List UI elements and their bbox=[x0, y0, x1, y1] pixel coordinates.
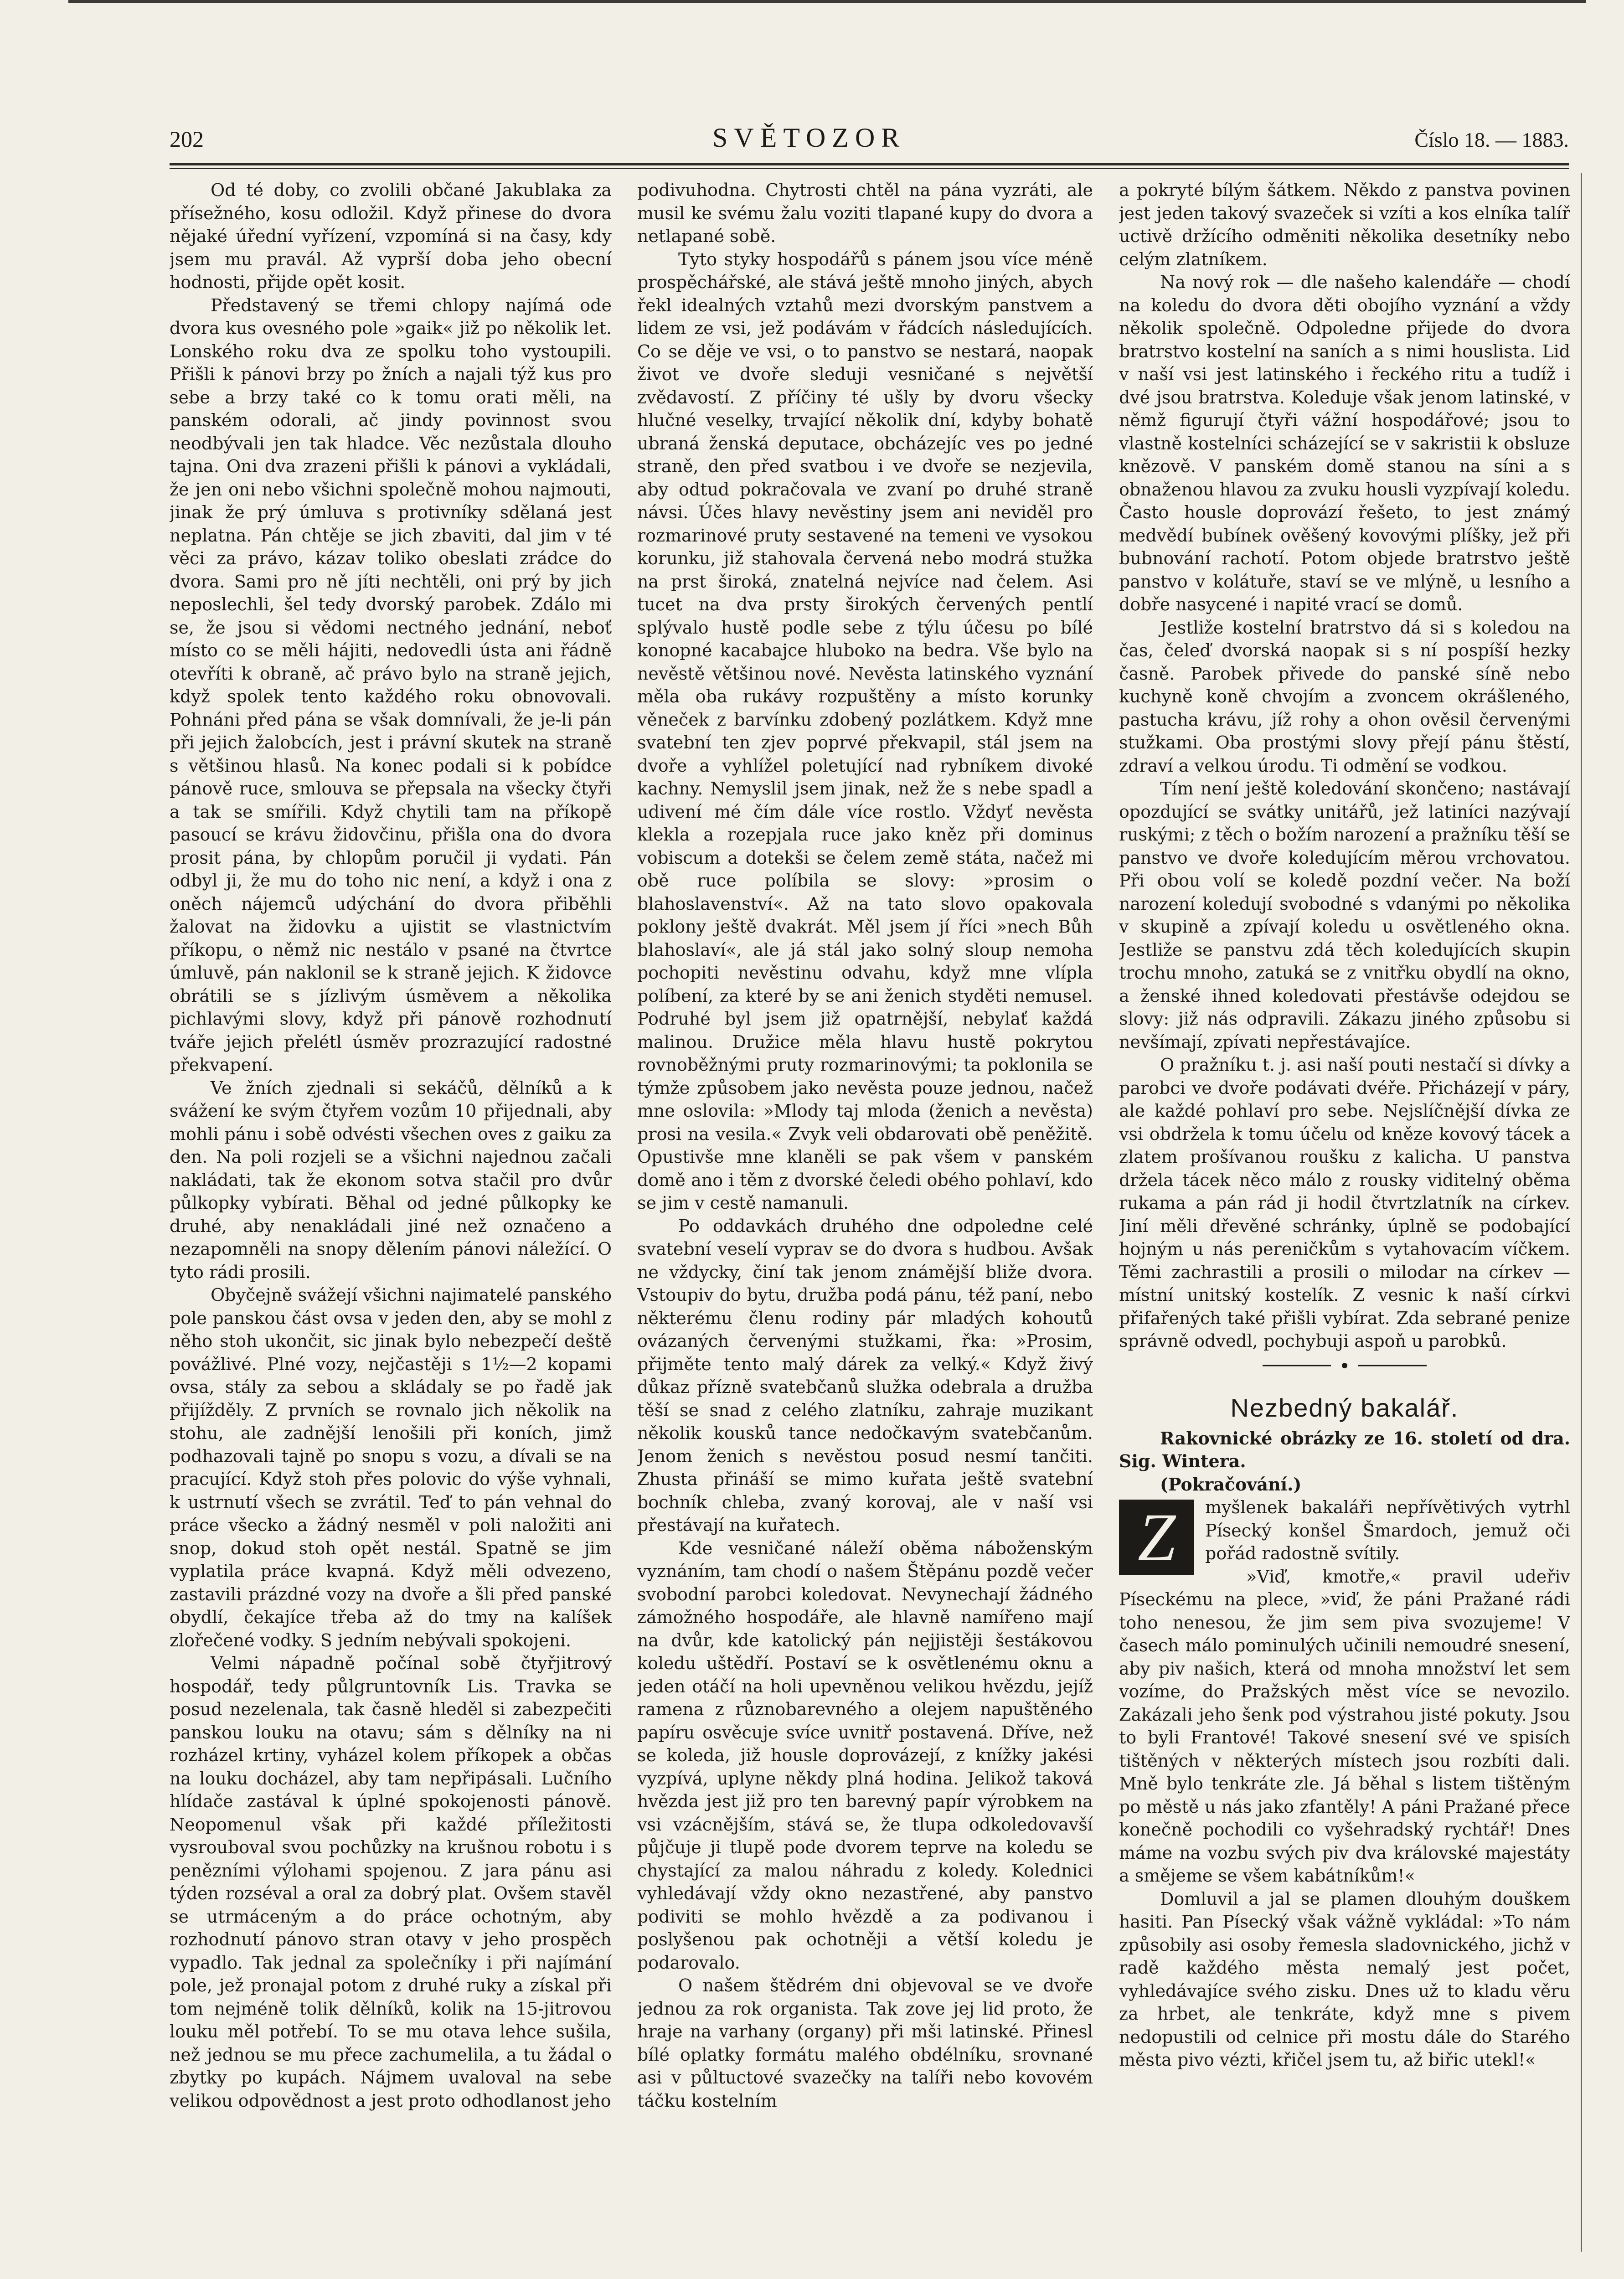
paragraph: Velmi nápadně počínal sobě čtyřjitrový hospodář, tedy půlgruntovník Lis. Travka se posud nezelenala, tak časně hleděl si zabezpečiti panskou louku na otavu; sám s dělníky na ni rozházel krtiny, vyházel kolem příkopek a občas na louku docházel, aby tam nepřipásali. Lučního hlídače zastával k úplné spokojenosti pánově. Neopomenul však při každé příležitosti vysrouboval svou pochůzky na krušnou robotu i s penězními výlohami spojenou. Z jara pánu asi týden rozséval a oral za dobrý plat. Ovšem stavěl se utrmáceným a do práce ochotným, aby rozhodnutí pánovo stran otavy v jeho prospěch vypadlo. Tak jednal za společníky i při najímání pole, jež pronajal potom z druhé ruky a získal při tom nejméně tolik dělníků, kolik na 15-jitrovou louku měl potřebí. To se mu otava lehce sušila, než jednou se mu přece zachumelila, a tu žádal o zbytky po kupách. Nájmem uvaloval na sebe velikou odpovědnost a jest proto odhodlanost jeho bbox=[170, 1653, 612, 2111]
section-divider-ornament bbox=[1263, 1361, 1427, 1370]
article-title: Nezbedný bakalář. bbox=[1230, 1393, 1459, 1422]
continued-note: (Pokračování.) bbox=[1160, 1474, 1302, 1495]
article-subtitle: Rakovnické obrázky ze 16. století od dra. Sig. Wintera. bbox=[1119, 1428, 1570, 1471]
paragraph: Od té doby, co zvolili občané Jakublaka za přísežného, kosu odložil. Když přinese do dvora nějaké úřední vyřízení, vzpomíná si na časy, kdy jsem mu pravál. Až vyprší doba jeho obecní hodnosti, přijde opět kosit. bbox=[170, 180, 612, 292]
header-rule bbox=[170, 163, 1569, 169]
drop-cap bbox=[1119, 1500, 1194, 1575]
paragraph: O pražníku t. j. asi naší pouti nestačí si dívky a parobci ve dvoře podávati dvéře. Přicházejí v páry, ale každé pohlaví pro sebe. Nejslíčnější dívka ze vsi obdržela k tomu účelu od kněze kovový tácek a zlatem prošívanou roušku z kalicha. U panstva držela tácek něco málo z rousky viditelný oběma rukama a pán rád ji hodil čtvrtzlatník na církev. Jiní měli dřevěné schránky, úplně se podobající hojným u nás pereničkům s vytahovacím víčkem. Těmi zachrastili a prosili o milodar na církev — místní unitský kostelík. Z vesnic k naší církvi přifařených také přišli vybírat. Zda sebrané penize správně odvedl, pochybuji aspoň u parobků. bbox=[1119, 1055, 1570, 1351]
paragraph: Tyto styky hospodářů s pánem jsou více méně prospěchářské, ale stává ještě mnoho jiných, abych řekl idealných vztahů mezi dvorským panstvem a lidem ze vsi, jež podávám v řádcích následujících. Co se děje ve vsi, o to panstvo se nestará, naopak život ve dvoře sleduji vesničané s největší zvědavostí. Z příčiny té ušly by dvoru všecky hlučné veselky, trvající několik dní, kdyby bohatě ubraná ženská deputace, obcházejíc ves po jedné straně, den před svatbou i ve dvoře se nezjevila, aby odtud pokračovala ve zvaní po druhé straně návsi. Účes hlavy nevěstiny jsem ani neviděl pro rozmarinové pruty sestavené na temeni ve vysokou korunku, již stahovala červená nebo modrá stužka na prst široká, znatelná nejvíce nad čelem. Asi tucet na dva prsty širokých červených pentlí splývalo hustě podle sebe z týlu účesu po bílé konopné kacabajce hluboko na bedra. Vše bylo na nevěstě většinou nové. Nevěsta latinského vyznání měla oba rukávy rozpuštěny a místo korunky věneček z barvínku zdobený pozlátkem. Když mne svatební ten zjev poprvé překvapil, stál jsem na dvoře a vyhlížel poletující nad rybníkem divoké kachny. Nemyslil jsem jinak, než že s nebe spadl a udivení mé čím dále více rostlo. Vždyť nevěsta klekla a rozepjala ruce jako kněz při dominus vobiscum a dotekši se čelem země státa, načež mi obě ruce políbila se slovy: »prosim o blahoslavenství«. Až na tato slovo opakovala poklony ještě dvakrát. Měl jsem jí říci »nech Bůh blahoslaví«, ale já stál jako solný sloup nemoha pochopiti nevěstinu odvahu, když mne vlípla políbení, za které by se ani ženich styděti nemusel. Podruhé byl jsem již opatrnější, nebylať každá malinou. Družice měla hlavu hustě pokrytou rovnoběžnými pruty rozmarinovými; ta poklonila se týmže způsobem jako nevěsta pouze jednou, načež mne oslovila: »Mlody taj mloda (ženich a nevěsta) prosi na vesila.« Zvyk veli obdarovati obě peněžitě. Opustivše mne klaněli se pak všem v panském domě ano i těm z dvorské čeledi obého pohlaví, kdo se jim v cestě namanuli. bbox=[637, 249, 1093, 1213]
page-header bbox=[170, 122, 1569, 159]
drop-cap-letter: Z bbox=[1137, 1499, 1176, 1575]
page-number: 202 bbox=[170, 126, 204, 152]
issue-number: Číslo 18. — 1883. bbox=[1414, 128, 1569, 151]
page-top-edge bbox=[68, 0, 1586, 3]
paragraph: »Viď, kmotře,« pravil udeřiv Píseckému na plece, »viď, že páni Pražané rádi toho nenesou, že jim sem piva svozujeme! V časech málo pominulých učinili nemoudré snesení, aby piv našich, která od mnoha množství let sem vozíme, do Pražských měst více se nevozilo. Zakázali jeho šenk pod výstrahou jisté pokuty. Jsou to byli Frantové! Takové snesení své ve spisích tištěných v některých místech jsou rozbíti dali. Mně bylo tenkráte zle. Já běhal s listem tištěným po městě u nás jako zfantěly! A páni Pražané přece konečně pochodili co vyšehradský rychtář! Dnes máme na vozbu svých piv dva královské majestáty a smějeme se všem kabátníkům!« bbox=[1119, 1566, 1570, 1886]
paragraph: podivuhodna. Chytrosti chtěl na pána vyzráti, ale musil ke svému žalu voziti tlapané kupy do dvora a netlapané sobě. bbox=[637, 180, 1093, 246]
text-column-3 bbox=[1119, 179, 1570, 2239]
text-column-2 bbox=[637, 179, 1093, 2239]
paragraph: Kde vesničané náleží oběma náboženským vyznáním, tam chodí o našem Štěpánu pozdě večer svobodní parobci koledovat. Nevynechají žádného zámožného hospodáře, ale hlavně namířeno mají na dvůr, kde katolický pán nejjistěji šestákovou koledu uštědří. Postaví se k osvětlenému oknu a jeden otáčí na holi upevněnou velikou hvězdu, jejíž ramena z různobarevného a olejem napuštěného papíru osvěcuje svíce uvnitř postavená. Dříve, než se koleda, již housle doprovázejí, z knížky jakési vyzpívá, uplyne někdy plná hodina. Jelikož taková hvězda jest již pro ten barevný papír výrobkem na vsi vzácnějším, stává se, že tlupa odkoledovavší půjčuje ji tlupě pode dvorem teprve na koledu se chystající za malou náhradu z koledy. Kolednici vyhledávají vždy okno nezastřené, aby panstvo podiviti se mohlo hvězdě a za podivanou i poslyšenou pak ochotněji a větší koledu je podarovalo. bbox=[637, 1538, 1093, 1973]
paragraph: Tím není ještě koledování skončeno; nastávají opozdující se svátky unitářů, jež latiníci nazývají ruskými; z těch o božím narození a pražníku těší se panstvo ve dvoře koledujícím měrou vrchovatou. Při obou volí se koledě pozdní večer. Na boží narození koledují svobodné s vdanými po několika v skupině a zpívají koledu u osvětleného okna. Jestliže se panstvu zdá těch koledujících skupin trochu mnoho, zatuká se z vnitřku obydlí na okno, a ženské ihned koledovati přestávše odejdou se slovy: již nás odpravili. Zákazu jiného způsobu si nevšímají, zpívati nepřestávajíce. bbox=[1119, 779, 1570, 1052]
page-right-edge bbox=[1581, 173, 1582, 2252]
masthead: SVĚTOZOR bbox=[712, 123, 906, 153]
paragraph: Po oddavkách druhého dne odpoledne celé svatební veselí vyprav se do dvora s hudbou. Avšak ne vždycky, činí tak jenom známější bliže dvora. Vstoupiv do bytu, družba podá pánu, též paní, nebo některému členu rodiny pár mladých kohoutů ovázaných červenými stužkami, řka: »Prosim, přijměte tento malý dárek za velký.« Když živý důkaz přízně svatebčanů služka odebrala a družba těší se snad z celého zlatníku, zahraje muzikant několik kousků tance nedočkavým svatebčanům. Jenom ženich s nevěstou posud nesmí tančiti. Zhusta přináší se mimo kuřata ještě svatební bochník chleba, zvaný korovaj, ale v naší vsi přestávají na kuřatech. bbox=[637, 1216, 1093, 1535]
paragraph: Ve žních zjednali si sekáčů, dělníků a k svážení ke svým čtyřem vozům 10 přijednali, aby mohli pánu i sobě odvésti všechen oves z gaiku za den. Na poli rozjeli se a všichni najednou začali nakládati, tak že ekonom sotva stačil pro dvůr půlkopky vybírati. Běhal od jedné půlkopky ke druhé, aby nenakládali jiné než označeno a nezapomněli na snopy dělením pánovi náležící. O tyto rádi prosili. bbox=[170, 1078, 612, 1282]
paragraph: Jestliže kostelní bratrstvo dá si s koledou na čas, čeleď dvorská naopak si s ní pospíší hezky časně. Parobek přivede do panské síně nebo kuchyně koně chvojím a zvoncem okrášleného, pastucha krávu, jíž rohy a ohon ověsil červenými stužkami. Oba prostými slovy přejí pánu štěstí, zdraví a velkou úrodu. Ti odmění se vodkou. bbox=[1119, 617, 1570, 776]
paragraph: myšlenek bakaláři nepřívětivých vytrhl Písecký konšel Šmardoch, jemuž oči pořád radostně svítily. bbox=[1205, 1497, 1570, 1563]
text-column-1 bbox=[170, 179, 612, 2239]
paragraph: a pokryté bílým šátkem. Někdo z panstva povinen jest jeden takový svazeček si vzíti a kos elníka talíř uctivě držícího odměniti několika desetníky nebo celým zlatníkem. bbox=[1119, 180, 1570, 269]
paragraph: O našem štědrém dni objevoval se ve dvoře jednou za rok organista. Tak zove jej lid proto, že hraje na varhany (organy) při mši latinské. Přinesl bílé oplatky formátu malého obdélníku, srovnané asi v půltuctové svazečky na talíři nebo kovovém táčku kostelním bbox=[637, 1975, 1093, 2111]
paragraph: Obyčejně svážejí všichni najimatelé panského pole panskou část ovsa v jeden den, aby se mohl z něho stoh ukončit, sic jinak bylo nebezpečí deště povážlivé. Plné vozy, nejčastěji s 1½—2 kopami ovsa, stály za sebou a skládaly se po řadě jak přijížděly. Z prvních se rovnalo jich několik na stohu, ale zadnější lenošili při koních, jimž podhazovali tajně po snopu s vozu, a dívali se na pracující. Když stoh přes polovic do výše vyhnali, k ustrnutí všech se zvrátil. Teď to pán vehnal do práce všecko a žádný nesměl v poli naložiti ani snop, dokud stoh opět nestál. Spatně se jim vyplatila práce kvapná. Když měli odvezeno, zastavili prázdné vozy na dvoře a šli před panské obydlí, čekajíce třeba až do tmy na kalíšek zlořečené vodky. S jedním nebývali spokojeni. bbox=[170, 1285, 612, 1650]
paragraph: Představený se třemi chlopy najímá ode dvora kus ovesného pole »gaik« již po několik let. Lonského roku dva ze spolku toho vystoupili. Přišli k pánovi brzy po žních a najali týž kus pro sebe a brzy také co k tomu orati měli, na panském odorali, ač jindy povinnost svou neodbývali jen tak hladce. Věc nezůstala dlouho tajna. Oni dva zrazeni přišli k pánovi a vykládali, že jen oni nebo všichni společně mohou najmouti, jinak že prý úmluva s protivníky sdělaná jest neplatna. Pán chtěje se jich zbaviti, dal jim v té věci za právo, kázav toliko obeslati zrádce do dvora. Sami pro ně jíti nechtěli, oni prý by jich neposlechli, šel tedy dvorský parobek. Zdálo mi se, že jsou si vědomi nectného jednání, neboť místo co se měli hájiti, nedovedli ústa ani řádně otevříti k obraně, ač právo bylo na straně jejich, když spolek tento každého roku obnovovali. Pohnáni před pána se však domnívali, že je-li pán při jejich žalobcích, jest i právní skutek na straně s většinou hlasů. Na konec podali si k pobídce pánově ruce, smlouva se přepsala na všecky čtyři a tak se smířili. Když chytili tam na příkopě pasoucí se krávu židovčinu, přišla ona do dvora prosit pána, by chlopům poručil ji vydati. Pán odbyl ji, že mu do toho nic není, a když i ona z oněch nájemců udýchání do dvora přiběhli žalovat na židovku a ujistit se vlastnictvím příkopu, o němž nic nestálo v psané na čtvrtce úmluvě, pán naklonil se k straně jejich. K židovce obrátili se s jízlivým úsměvem a několika pichlavými slovy, když při pánově rozhodnutí tváře jejich přelétl úsměv prozrazující radostné překvapení. bbox=[170, 295, 612, 1075]
paragraph: Domluvil a jal se plamen dlouhým douškem hasiti. Pan Písecký však vážně vykládal: »To nám způsobily asi osoby řemesla sladovnického, jichž v radě každého města nemalý jest počet, vyhledávajíce svého zisku. Dnes už to kladu věru za hrbet, ale tenkráte, když mne s pivem nedopustili od celnice při mostu dále do Starého města pivo vézti, křičel jsem tu, až biřic utekl!« bbox=[1119, 1888, 1570, 2070]
paragraph: Na nový rok — dle našeho kalendáře — chodí na koledu do dvora děti obojího vyznání a vždy několik společně. Odpoledne přijede do dvora bratrstvo kostelní na saních a s nimi houslista. Lid v naší vsi jest latinského i řeckého ritu a tudíž i dvé jsou bratrstva. Koleduje však jenom latinské, v němž figurují čtyři vážní hospodářové; jsou to vlastně kostelníci scházející se v sakristii k obsluze knězově. V panském domě stanou na síni a s obnaženou hlavou za zvuku housli vyzpívají koledu. Často housle doprovází řešeto, to jest známý medvědí bubínek ověšený kovovými plíšky, jež při bubnování rachotí. Potom objede bratrstvo ještě panstvo v kolátuře, staví se ve mlýně, u lesního a dobře nasycené i napité vrací se domů. bbox=[1119, 272, 1570, 614]
